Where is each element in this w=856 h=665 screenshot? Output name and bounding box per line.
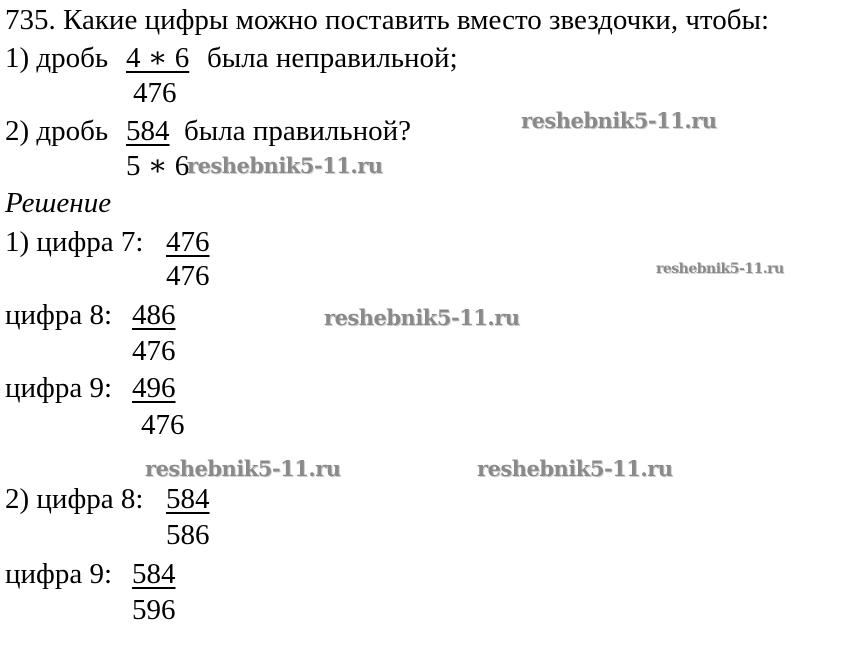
watermark: reshebnik5-11.ru: [187, 153, 383, 178]
part1-row3-label: цифра 9:: [5, 372, 113, 404]
problem-title: 735. Какие цифры можно поставить вместо звездочки, чтобы:: [5, 4, 769, 36]
item1-denominator: 476: [133, 77, 177, 109]
item1-numerator: 4 ∗ 6: [126, 42, 190, 74]
part1-row2-numerator: 486: [132, 299, 176, 331]
watermark: reshebnik5-11.ru: [656, 261, 784, 277]
part2-row1-denominator: 586: [166, 519, 210, 551]
part2-row2-label: цифра 9:: [5, 558, 113, 590]
part1-row1-numerator: 476: [166, 226, 210, 258]
part1-row2-label: цифра 8:: [5, 299, 113, 331]
item2-suffix: была правильной?: [184, 115, 412, 147]
part1-row2-denominator: 476: [132, 335, 176, 367]
item2-numerator: 584: [126, 115, 170, 147]
part2-row1-numerator: 584: [166, 483, 210, 515]
part2-row1-label: 2) цифра 8:: [5, 483, 144, 515]
item1-suffix: была неправильной;: [207, 42, 458, 74]
watermark: reshebnik5-11.ru: [521, 108, 717, 133]
part1-row1-denominator: 476: [166, 260, 210, 292]
part1-row3-numerator: 496: [132, 372, 176, 404]
item1-prefix: 1) дробь: [5, 42, 109, 74]
item2-denominator: 5 ∗ 6: [126, 150, 190, 182]
part2-row2-numerator: 584: [132, 558, 176, 590]
item2-prefix: 2) дробь: [5, 115, 109, 147]
part1-row3-denominator: 476: [141, 409, 185, 441]
watermark: reshebnik5-11.ru: [145, 456, 341, 481]
part1-row1-label: 1) цифра 7:: [5, 226, 144, 258]
watermark: reshebnik5-11.ru: [324, 305, 520, 330]
part2-row2-denominator: 596: [132, 594, 176, 626]
solution-heading: Решение: [5, 187, 112, 219]
watermark: reshebnik5-11.ru: [477, 456, 673, 481]
